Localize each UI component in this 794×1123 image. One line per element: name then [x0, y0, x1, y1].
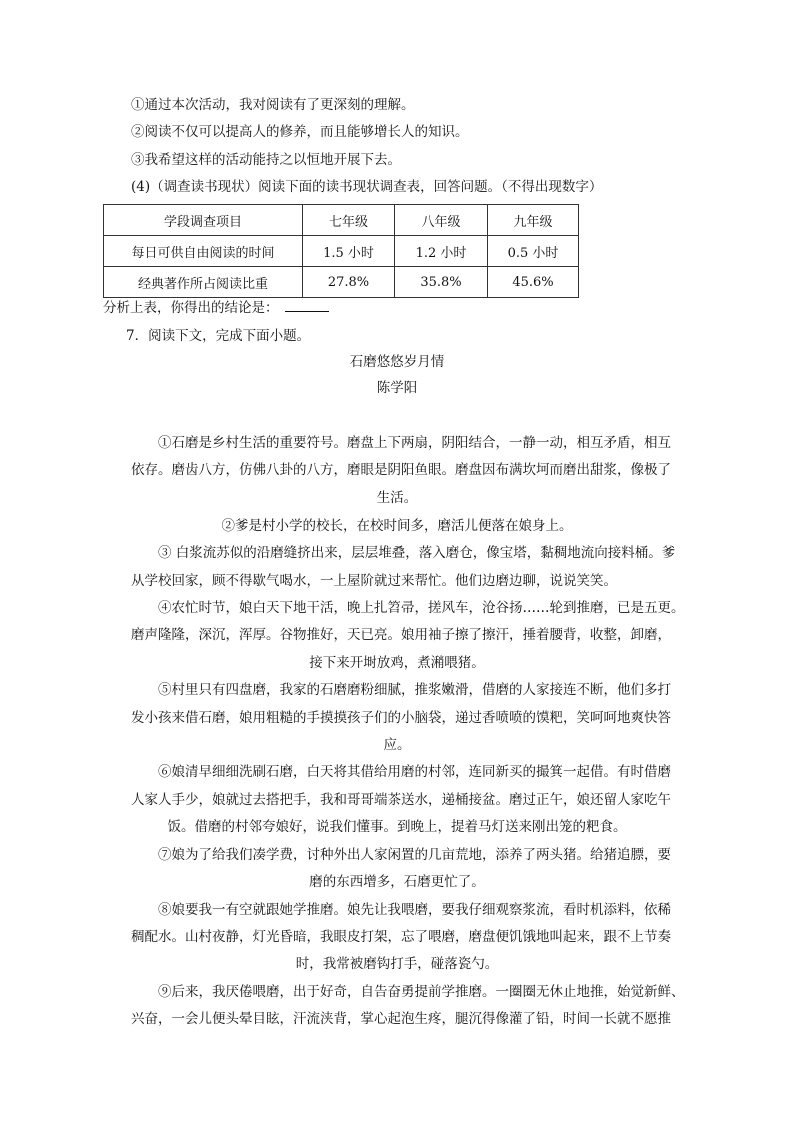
question-7-prompt: 7．阅读下文，完成下面小题。 — [126, 328, 311, 344]
article-line: 应。 — [383, 737, 411, 753]
conclusion-label: 分析上表，你得出的结论是： — [103, 300, 279, 316]
conclusion-prompt — [103, 297, 329, 318]
article-line: ⑨后来，我厌倦喂磨，出于好奇，自告奋勇提前学推磨。一圈圈无休止地推，始觉新鲜、 — [158, 984, 685, 1000]
question-4-prompt: (4)（调查读书现状）阅读下面的读书现状调查表，回答问题。（不得出现数字） — [131, 179, 603, 195]
article-line: ⑦娘为了给我们凑学费，讨种外出人家闲置的几亩荒地，添养了两头猪。给猪追膘，要 — [158, 847, 671, 863]
article-line: 人家人手少，娘就过去搭把手，我和哥哥端茶送水，递桶接盆。磨过正午，娘还留人家吃午 — [131, 792, 671, 808]
article-line: 磨的东西增多，石磨更忙了。 — [309, 874, 485, 890]
article-line: 稠配水。山村夜静，灯光昏暗，我眼皮打架，忘了喂磨，磨盘便饥饿地叫起来，跟不上节奏 — [131, 929, 671, 945]
article-line: 饭。借磨的村邻夸娘好，说我们懂事。到晚上，提着马灯送来刚出笼的粑食。 — [167, 819, 627, 835]
table-row — [104, 267, 579, 298]
article-line: ⑧娘要我一有空就跟她学推磨。娘先让我喂磨，要我仔细观察浆流，看时机添料，依稀 — [158, 902, 671, 918]
table-cell: 35.8% — [395, 267, 488, 298]
table-row — [104, 236, 579, 267]
article-line: ⑤村里只有四盘磨，我家的石磨磨粉细腻，推浆嫩滑，借磨的人家接连不断，他们多打 — [158, 682, 671, 698]
table-cell: 27.8% — [303, 267, 395, 298]
article-line: 时，我常被磨钩打手，碰落瓷勺。 — [295, 956, 499, 972]
answer-blank[interactable] — [285, 297, 329, 312]
survey-table — [103, 204, 579, 298]
table-header-cell: 学段调查项目 — [104, 205, 303, 236]
article-line: 从学校回家，顾不得歇气喝水，一上屋阶就过来帮忙。他们边磨边聊，说说笑笑。 — [131, 573, 617, 589]
article-line: 磨声隆隆，深沉，浑厚。谷物推好，天已亮。娘用袖子擦了擦汗，捶着腰背，收整，卸磨， — [131, 627, 671, 643]
table-header-cell: 九年级 — [488, 205, 579, 236]
article-line: 发小孩来借石磨，娘用粗糙的手摸摸孩子们的小脑袋，递过香喷喷的馍粑，笑呵呵地爽快答 — [131, 710, 671, 726]
table-header-row — [104, 205, 579, 236]
article-line: ⑥娘清早细细洗刷石磨，白天将其借给用磨的村邻，连同新买的撮箕一起借。有时借磨 — [158, 764, 671, 780]
article-title: 石磨悠悠岁月情 — [349, 354, 445, 370]
article-author: 陈学阳 — [376, 380, 418, 396]
table-cell: 0.5 小时 — [488, 236, 579, 267]
list-item-1: ①通过本次活动，我对阅读有了更深刻的理解。 — [131, 97, 415, 113]
table-header-cell: 七年级 — [303, 205, 395, 236]
list-item-3: ③我希望这样的活动能持之以恒地开展下去。 — [131, 152, 401, 168]
table-header-cell: 八年级 — [395, 205, 488, 236]
table-cell: 每日可供自由阅读的时间 — [104, 236, 303, 267]
article-line: 兴奋，一会儿便头晕目眩，汗流浃背，掌心起泡生疼，腿沉得像灌了铅，时间一长就不愿推 — [131, 1011, 671, 1027]
article-line: ④农忙时节，娘白天下地干活，晚上扎笤帚，搓风车，沧谷扬……轮到推磨，已是五更。 — [158, 600, 685, 616]
table-cell: 经典著作所占阅读比重 — [104, 267, 303, 298]
article-line: 生活。 — [376, 490, 418, 506]
article-line: 接下来开埘放鸡，煮潲喂猪。 — [309, 655, 485, 671]
article-line: 依存。磨齿八方，仿佛八卦的八方，磨眼是阴阳鱼眼。磨盘因布满坎坷而磨出甜浆，像极了 — [131, 462, 671, 478]
article-line: ③ 白浆流苏似的沿磨缝挤出来，层层堆叠，落入磨仓，像宝塔，黏稠地流向接料桶。爹 — [158, 545, 676, 561]
table-cell: 1.5 小时 — [303, 236, 395, 267]
list-item-2: ②阅读不仅可以提高人的修养，而且能够增长人的知识。 — [131, 124, 469, 140]
table-cell: 1.2 小时 — [395, 236, 488, 267]
table-cell: 45.6% — [488, 267, 579, 298]
article-line: ①石磨是乡村生活的重要符号。磨盘上下两扇，阴阳结合，一静一动，相互矛盾，相互 — [158, 435, 671, 451]
article-line: ②爹是村小学的校长，在校时间多，磨活儿便落在娘身上。 — [221, 518, 573, 534]
